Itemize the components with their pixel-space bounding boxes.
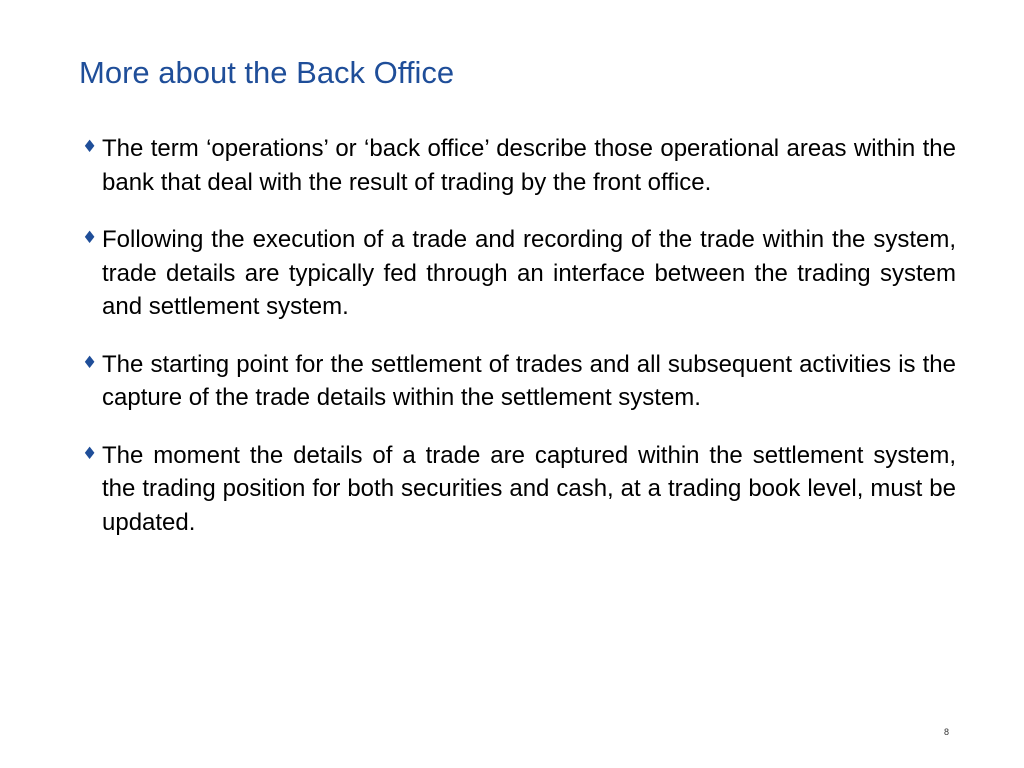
bullet-text: Following the execution of a trade and recording of the trade within the system, trade details are typically fed through an interface between the trading system and settlement system. bbox=[102, 226, 956, 320]
bullet-text: The moment the details of a trade are captured within the settlement system, the trading position for both securities and cash, at a trading book level, must be updated. bbox=[102, 441, 956, 536]
diamond-bullet-icon: ♦ bbox=[82, 352, 98, 373]
diamond-bullet-icon: ♦ bbox=[82, 137, 98, 157]
bullet-list bbox=[82, 132, 956, 563]
bullet-item bbox=[82, 132, 956, 199]
bullet-item bbox=[82, 348, 956, 415]
slide-title: More about the Back Office bbox=[79, 55, 455, 90]
bullet-text: The term ‘operations’ or ‘back office’ describe those operational areas within the bank that deal with the result of trading by the front office. bbox=[102, 135, 956, 196]
bullet-item bbox=[82, 223, 956, 324]
bullet-item bbox=[82, 439, 956, 540]
bullet-text: The starting point for the settlement of trades and all subsequent activities is the capture of the trade details within the settlement system. bbox=[102, 350, 956, 411]
diamond-bullet-icon: ♦ bbox=[82, 228, 98, 248]
page-number: 8 bbox=[944, 727, 950, 737]
diamond-bullet-icon: ♦ bbox=[82, 443, 98, 464]
